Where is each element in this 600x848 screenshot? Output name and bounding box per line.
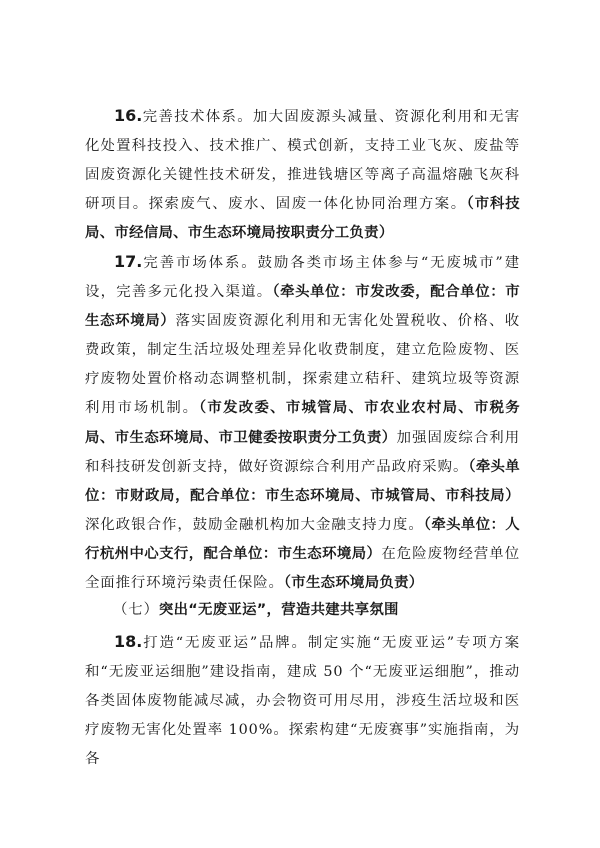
body-text: 加大固废源头减量、资源化利用和无害化处置科技投入、技术推广、模式创新，支持工业飞灰、废盐等固废资源化关键性技术研发，推进钱塘区等离子高温熔融飞灰科研项目。探索废气、废水、固废一体化协同治理方案。 — [85, 109, 520, 213]
body-text: 鼓励各类市场主体参与“无废城市”建设，完善多元化投入渠道。 — [85, 255, 520, 301]
item-title: 完善技术体系。 — [142, 109, 253, 125]
item-number: 17. — [114, 252, 143, 271]
responsible-units: （牵头单位：人行杭州中心支行，配合单位：市生态环境局） — [85, 516, 520, 562]
responsible-units: （牵头单位：市发改委，配合单位：市生态环境局） — [85, 284, 520, 330]
paragraph-16 — [85, 101, 520, 248]
section-label: （七） — [113, 602, 159, 618]
body-text: 落实固废资源化利用和无害化处置税收、价格、收费政策，制定生活垃圾处理差异化收费制度，建立危险废物、医疗废物处置价格动态调整机制，探索建立秸秆、建筑垃圾等资源利用市场机制。 — [85, 313, 520, 417]
responsible-units: （市生态环境局负责） — [283, 575, 424, 592]
body-text: 加强固废综合利用和科技研发创新支持，做好资源综合利用产品政府采购。 — [85, 429, 520, 475]
body-text: 深化政银合作，鼓励金融机构加大金融支持力度。 — [85, 516, 424, 533]
responsible-units: （市科技局、市经信局、市生态环境局按职责分工负责） — [85, 196, 520, 242]
responsible-units: （牵头单位：市财政局，配合单位：市生态环境局、市城管局、市科技局） — [85, 458, 520, 504]
body-text: 在危险废物经营单位全面推行环境污染责任保险。 — [85, 545, 520, 592]
section-title: 突出“无废亚运”，营造共建共享氛围 — [158, 602, 399, 618]
responsible-units: （市发改委、市城管局、市农业农村局、市税务局、市生态环境局、市卫健委按职责分工负责） — [85, 400, 520, 446]
paragraph-17 — [85, 247, 520, 598]
item-title: 打造“无废亚运”品牌。 — [142, 635, 308, 651]
item-title: 完善市场体系。 — [142, 255, 258, 271]
section-heading — [85, 596, 520, 625]
paragraph-18 — [85, 627, 520, 774]
item-number: 18. — [114, 632, 143, 651]
body-text: 制定实施“无废亚运”专项方案和“无废亚运细胞”建设指南，建成 50 个“无废亚运细胞”，推动各类固体废物能减尽减，办会物资可用尽用，涉疫生活垃圾和医疗废物无害化处置率 100%。探索构建“无废赛事”实施指南，为各 — [85, 635, 520, 768]
item-number: 16. — [114, 106, 143, 125]
